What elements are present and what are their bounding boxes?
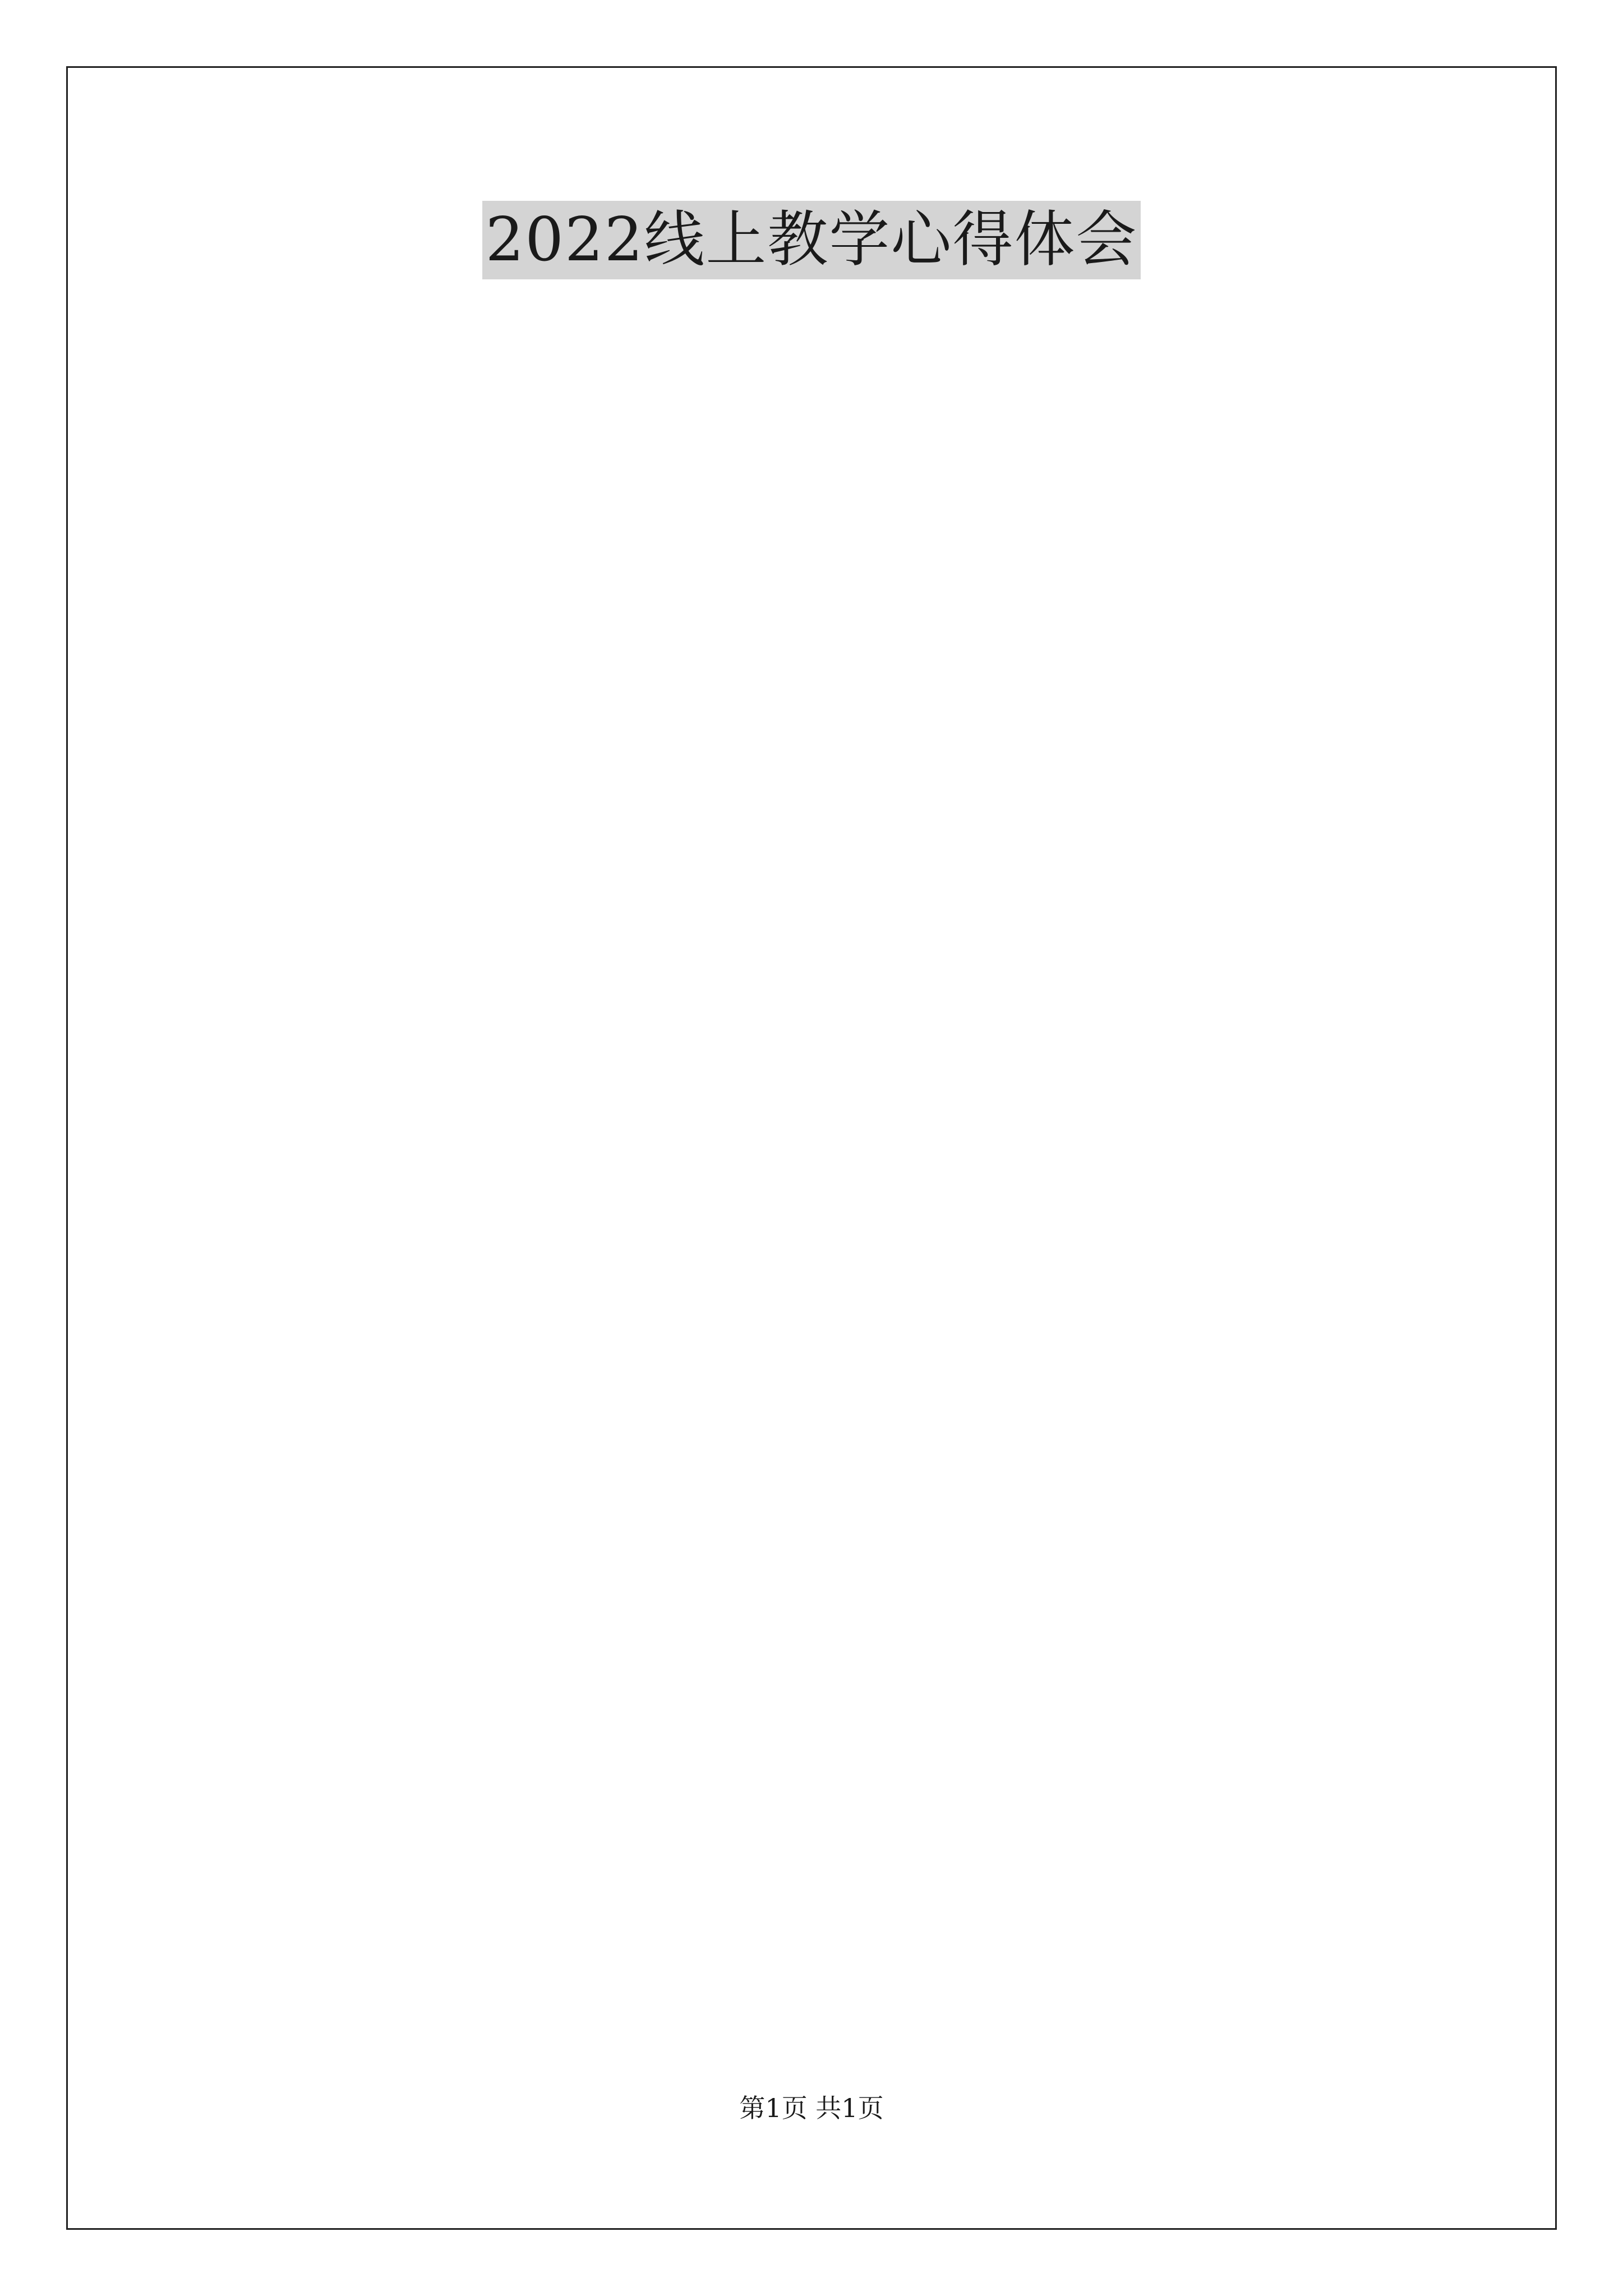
document-title: 2022线上教学心得体会 xyxy=(482,201,1141,279)
page-footer: 第1页 共1页 xyxy=(739,2093,884,2123)
title-container xyxy=(0,201,1623,279)
page-border xyxy=(66,66,1557,2230)
